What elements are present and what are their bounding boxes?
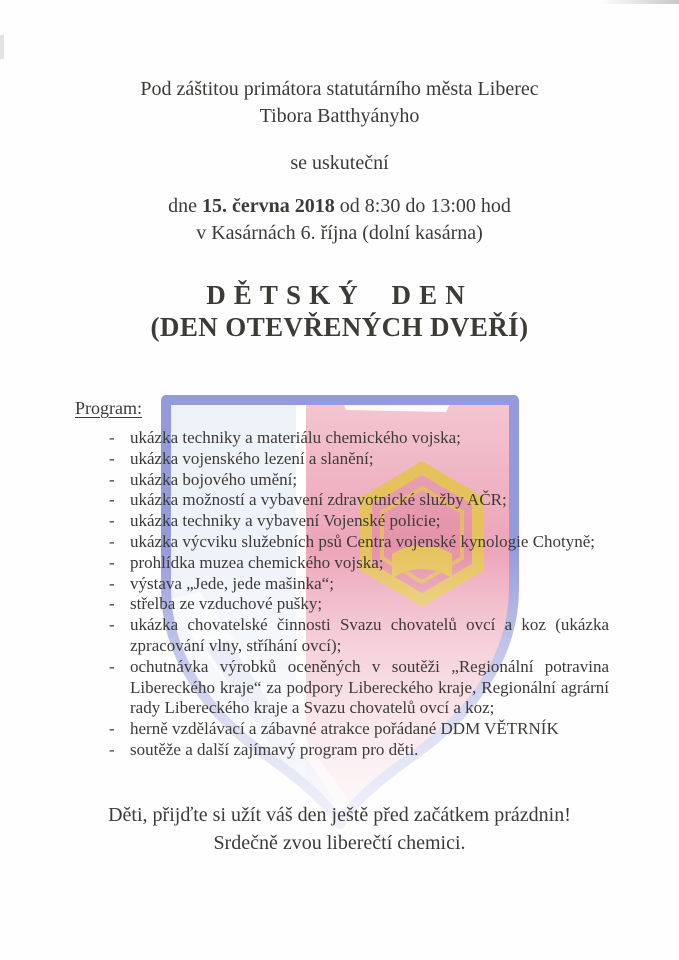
date-line [0,193,679,220]
program-item: - ukázka vojenského lezení a slanění; [130,449,609,470]
program-item: - ukázka techniky a materiálu chemického vojska; [130,428,609,449]
event-title: DĚTSKÝ DEN [206,280,473,310]
program-item: - ukázka možností a vybavení zdravotnické služby AČR; [130,490,609,511]
venue-line: v Kasárnách 6. října (dolní kasárna) [196,222,483,244]
program-item: - ukázka bojového umění; [130,470,609,491]
patronage-line-2: Tibora Batthyányho [259,105,420,127]
closing-block [0,801,679,857]
program-item: - prohlídka muzea chemického vojska; [130,553,609,574]
patronage-line-1: Pod záštitou primátora statutárního města Liberec [140,78,539,100]
datetime-block [0,193,679,247]
program-item: - ochutnávka výrobků oceněných v soutěži „Regionální potravina Libereckého kraje“ za podpory Libereckého kraje, Regionální agrární rady Libereckého kraje a Svazu chovatelů ovcí a koz; [130,657,609,719]
program-heading: Program: [75,398,142,418]
program-item: - soutěže a další zajímavý program pro děti. [130,740,609,761]
closing-line-2: Srdečně zvou liberečtí chemici. [213,831,466,854]
date-suffix: od 8:30 do 13:00 hod [339,195,511,217]
program-item: - střelba ze vzduchové pušky; [130,594,609,615]
occurs-line: se uskuteční [290,152,389,174]
date-emphasis: 15. června 2018 [202,195,335,217]
date-prefix: dne [168,195,197,217]
patronage-block [0,0,679,130]
closing-line-1: Děti, přijďte si užít váš den ještě před začátkem prázdnin! [108,803,571,826]
scan-artifact [599,0,679,4]
program-list [130,428,609,761]
program-item: - ukázka chovatelské činnosti Svazu chovatelů ovcí a koz (ukázka zpracování vlny, stříhání ovcí); [130,615,609,657]
event-subtitle: (DEN OTEVŘENÝCH DVEŘÍ) [150,312,529,342]
event-title-block [0,279,679,344]
program-item: - ukázka techniky a vybavení Vojenské policie; [130,511,609,532]
program-item: - herně vzdělávací a zábavné atrakce pořádané DDM VĚTRNÍK [130,719,609,740]
scan-artifact [0,35,4,59]
program-item: - výstava „Jede, jede mašinka“; [130,574,609,595]
program-item: - ukázka výcviku služebních psů Centra vojenské kynologie Chotyně; [130,532,609,553]
